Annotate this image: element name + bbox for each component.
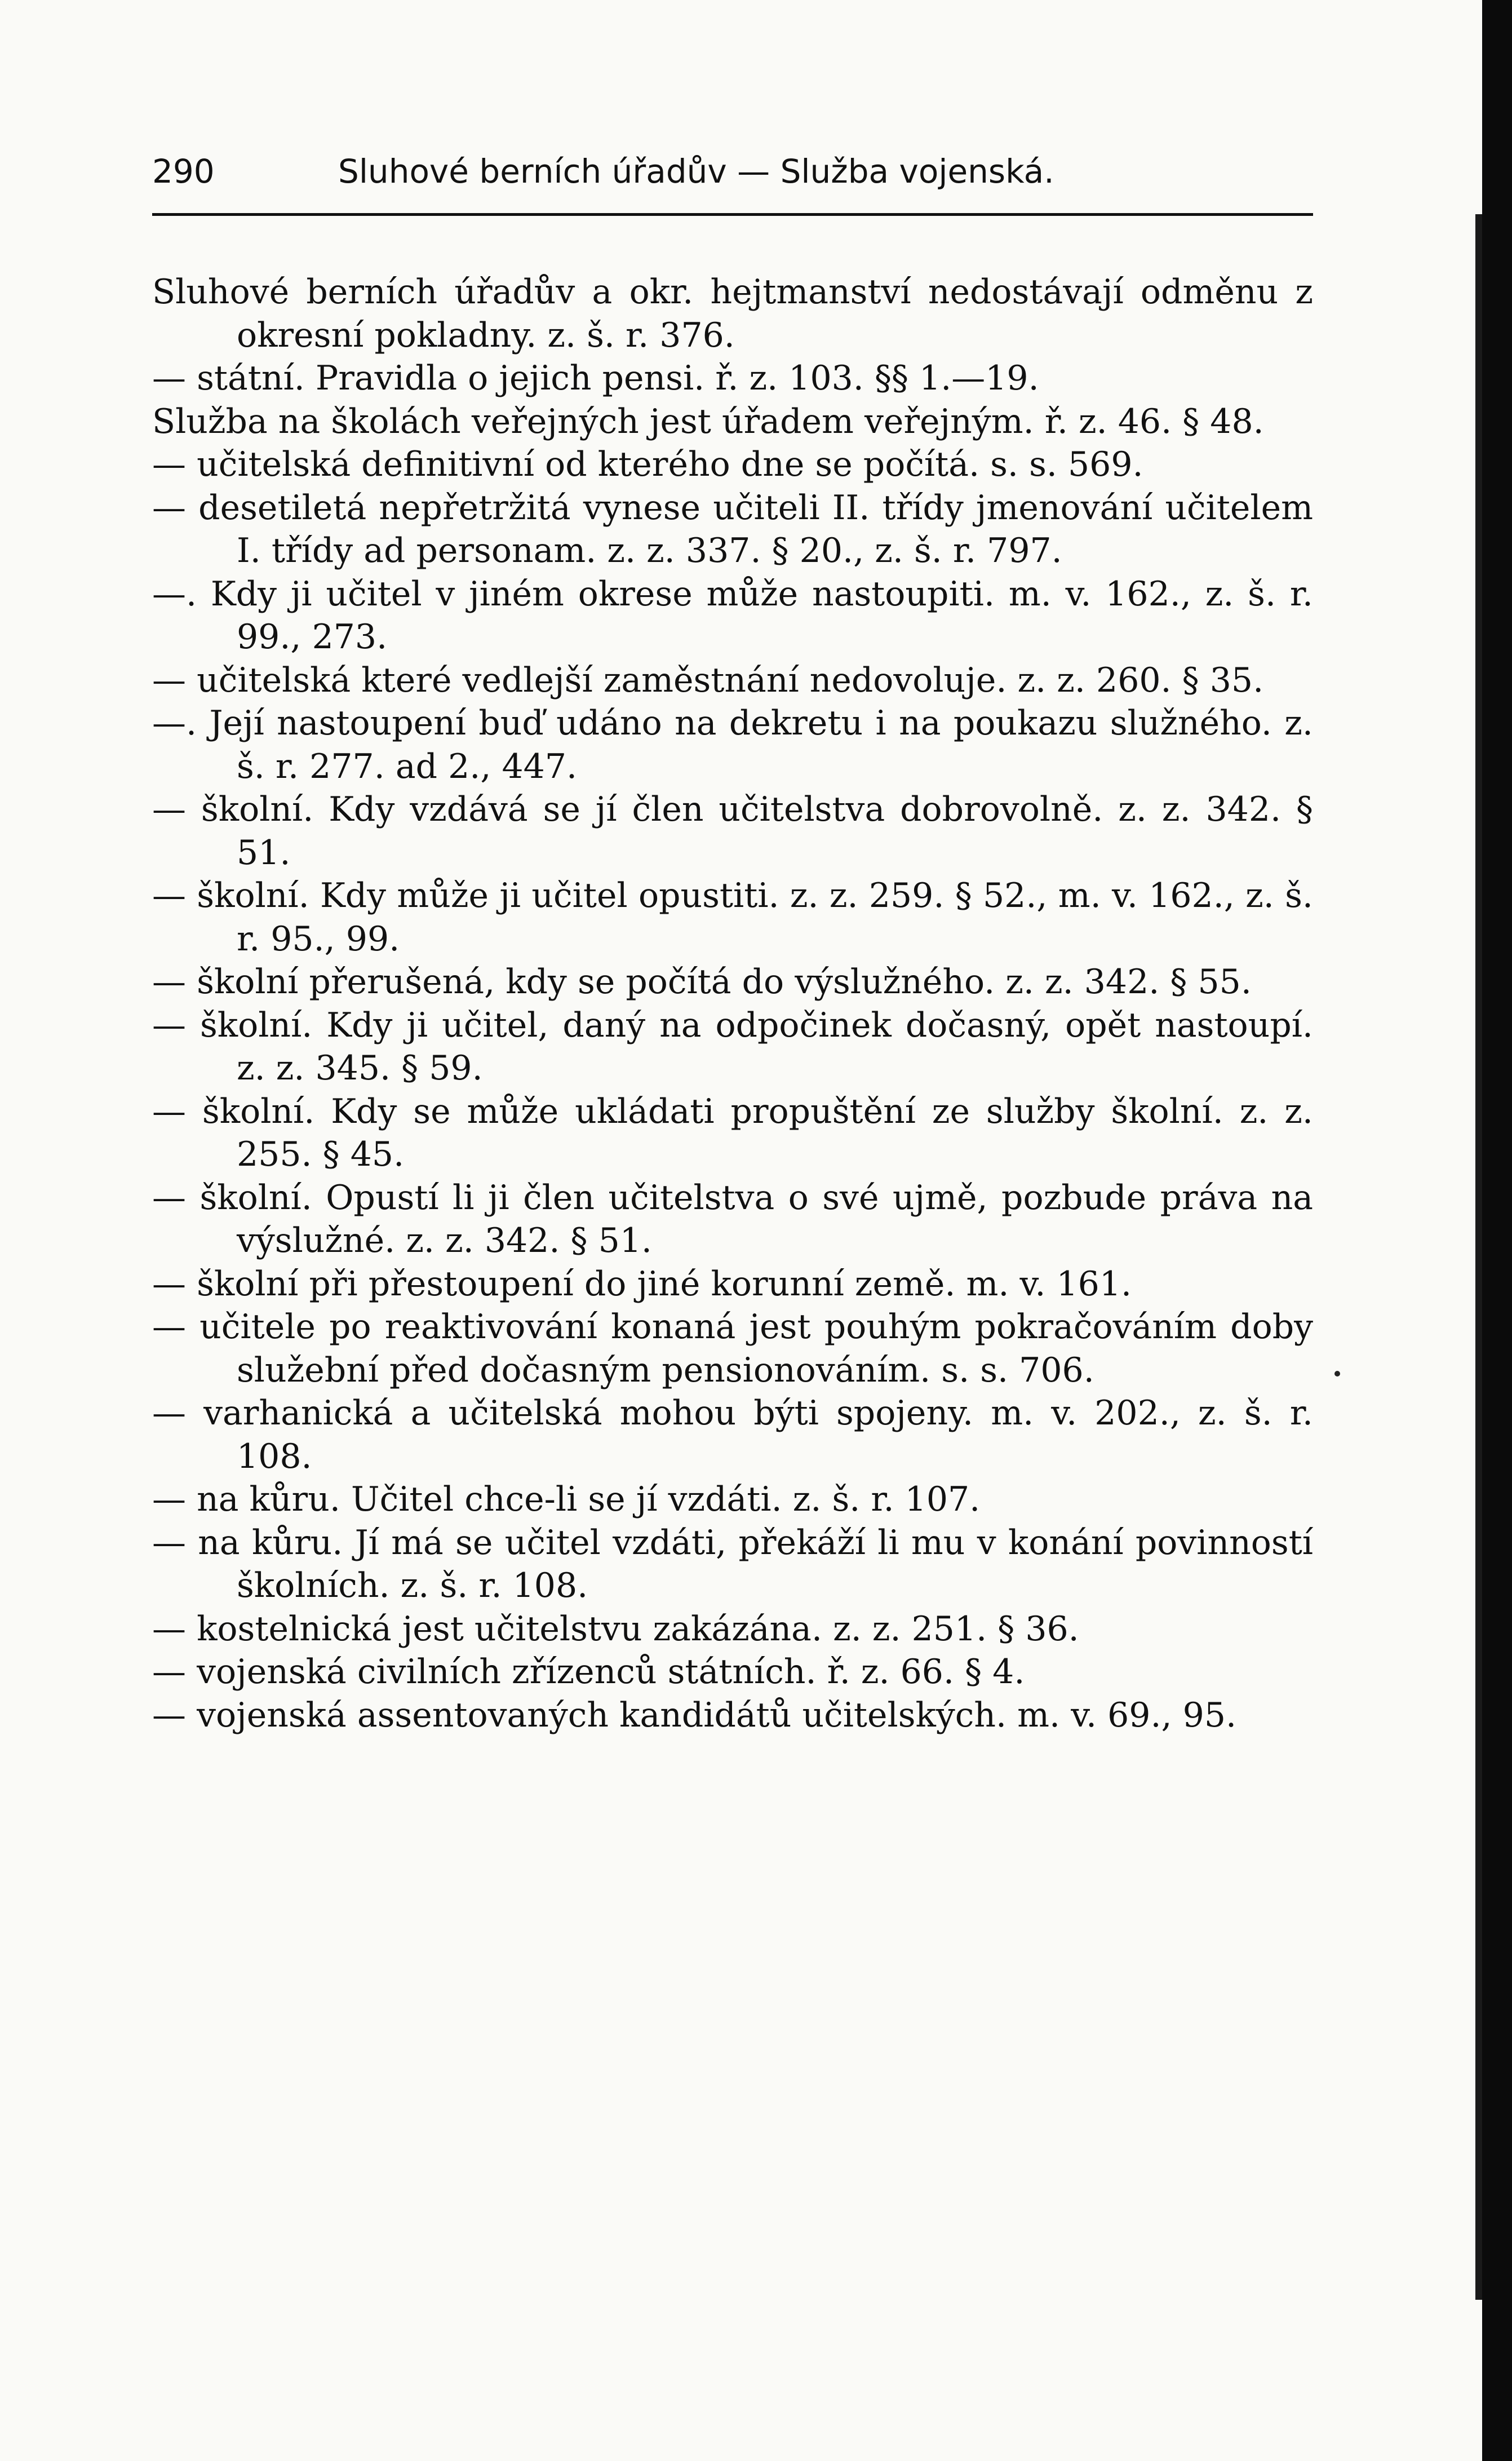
- index-entry: — školní přerušená, kdy se počítá do výslužného. z. z. 342. § 55.: [152, 962, 1252, 1002]
- index-entry: — učitelská které vedlejší zaměstnání nedovoluje. z. z. 260. § 35.: [152, 660, 1264, 700]
- header-rule: [152, 213, 1313, 216]
- index-entry: — školní. Kdy ji učitel, daný na odpočinek dočasný, opět nastoupí. z. z. 345. § 59.: [152, 1005, 1313, 1088]
- index-entry: —. Kdy ji učitel v jiném okrese může nastoupiti. m. v. 162., z. š. r. 99., 273.: [152, 574, 1313, 657]
- index-entry: — učitele po reaktivování konaná jest pouhým pokračováním doby služební před dočasným pensionováním. s. s. 706.: [152, 1307, 1313, 1390]
- index-entry: — školní při přestoupení do jiné korunní země. m. v. 161.: [152, 1264, 1132, 1304]
- index-entry: — vojenská assentovaných kandidátů učitelských. m. v. 69., 95.: [152, 1695, 1237, 1735]
- index-entry: — varhanická a učitelská mohou býti spojeny. m. v. 202., z. š. r. 108.: [152, 1393, 1313, 1476]
- index-entry: — státní. Pravidla o jejich pensi. ř. z. 103. §§ 1.—19.: [152, 358, 1039, 398]
- index-entry: — na kůru. Jí má se učitel vzdáti, překáží li mu v konání povinností školních. z. š. r. 108.: [152, 1522, 1313, 1605]
- index-entry: Služba na školách veřejných jest úřadem veřejným. ř. z. 46. § 48.: [152, 401, 1264, 441]
- index-entry: — na kůru. Učitel chce-li se jí vzdáti. z. š. r. 107.: [152, 1480, 981, 1519]
- index-entry: — desetiletá nepřetržitá vynese učiteli II. třídy jmenování učitelem I. třídy ad personam. z. z. 337. § 20., z. š. r. 797.: [152, 488, 1313, 570]
- page-header: [152, 152, 1313, 203]
- index-entry: — školní. Kdy může ji učitel opustiti. z. z. 259. § 52., m. v. 162., z. š. r. 95., 99.: [152, 876, 1313, 959]
- margin-speck: [1334, 1371, 1340, 1376]
- index-entry: — školní. Kdy vzdává se jí člen učitelstva dobrovolně. z. z. 342. § 51.: [152, 790, 1313, 873]
- index-entry: — učitelská definitivní od kterého dne se počítá. s. s. 569.: [152, 445, 1143, 484]
- page-number: 290: [152, 152, 215, 191]
- index-entry: — kostelnická jest učitelstvu zakázána. z. z. 251. § 36.: [152, 1609, 1079, 1649]
- index-entry: — školní. Opustí li ji člen učitelstva o své ujmě, pozbude práva na výslužné. z. z. 342. § 51.: [152, 1178, 1313, 1260]
- scan-border: [1482, 0, 1512, 2461]
- index-entry: Sluhové berních úřadův a okr. hejtmanství nedostávají odměnu z okresní pokladny. z. š. r. 376.: [152, 272, 1313, 355]
- index-entries: [152, 271, 1313, 1737]
- index-entry: — školní. Kdy se může ukládati propuštění ze služby školní. z. z. 255. § 45.: [152, 1091, 1313, 1174]
- running-title: Sluhové berních úřadův — Služba vojenská.: [338, 152, 1054, 191]
- index-entry: —. Její nastoupení buď udáno na dekretu i na poukazu služného. z. š. r. 277. ad 2., 447.: [152, 703, 1313, 786]
- index-entry: — vojenská civilních zřízenců státních. ř. z. 66. § 4.: [152, 1652, 1025, 1692]
